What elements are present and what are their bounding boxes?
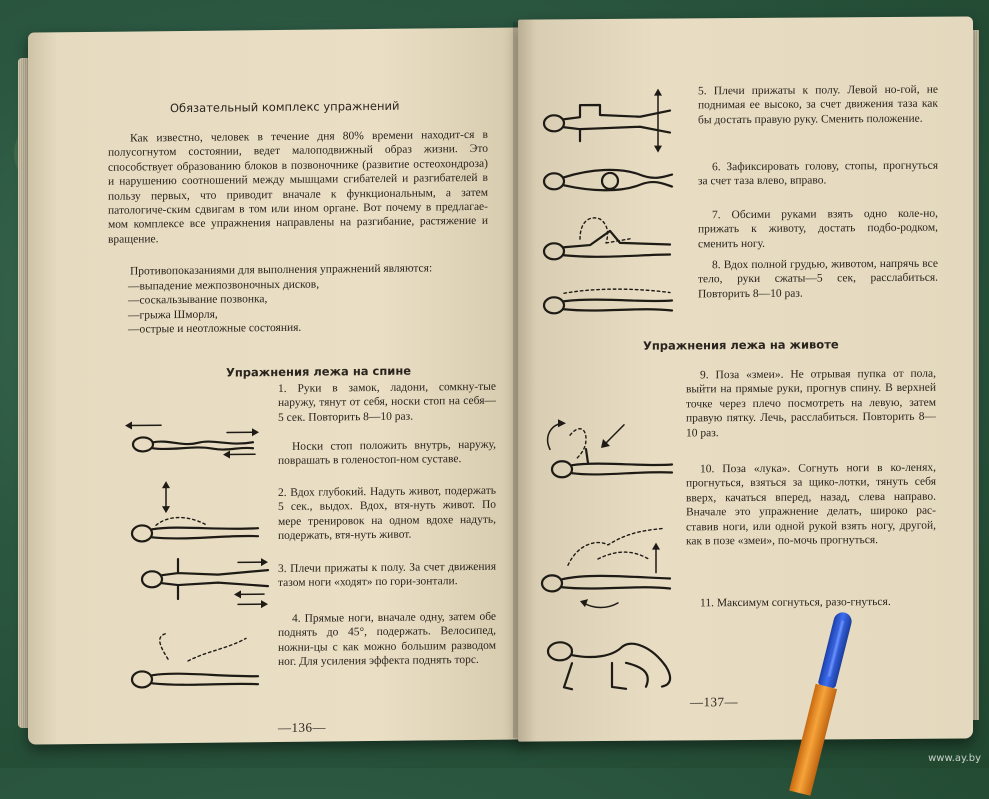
figure-exercise-9 [540,412,680,483]
figure-exercise-3 [138,552,278,613]
exercise-3: 3. Плечи прижаты к полу. За счет движения тазом ноги «ходят» по гори-зонтали. [278,560,496,591]
section-title-prone: Упражнения лежа на животе [643,337,839,352]
figure-exercise-11 [542,636,682,701]
figure-exercise-2 [128,478,268,549]
exercise-10: 10. Поза «лука». Согнуть ноги в ко-ленях, прогнуться, взяться за щико-лотки, тянуть себя вверх, качаться вперед, назад, слева направо. Вначале это упражнение делать, широко рас-ставив ноги, или одной рукой взять ногу, другой, как в позе «змеи», по-мочь прогнуться. [686,461,936,549]
exercise-6: 6. Зафиксировать голову, стопы, прогнуться за счет таза влево, вправо. [698,159,938,189]
figure-exercise-5 [540,86,680,157]
exercise-9: 9. Поза «змеи». Не отрывая пупка от пола, выйти на прямые руки, прогнув спину. В верхней точке через плечо посмотреть на левую, затем правую пятку. Лечь, расслабиться. Повторить 8—10 раз. [686,367,936,441]
figure-exercise-1 [123,418,263,459]
figure-exercise-8 [540,284,680,319]
figure-exercise-6 [540,158,680,199]
figure-exercise-10 [538,518,678,609]
exercise-1: 1. Руки в замок, ладони, сомкну-тые наружу, тянут от себя, носки стоп на себя—5 сек. Повторить 8—10 раз. [278,380,496,426]
watermark: www.ay.by [928,753,981,764]
exercise-5: 5. Плечи прижаты к полу. Левой но-гой, не поднимая ее высоко, за счет движения таза как бы достать правую руку. Сменить положение. [698,83,938,128]
exercise-1-note: Носки стоп положить внутрь, наружу, поврашать в голеностоп-ном суставе. [278,438,496,469]
exercise-11: 11. Максимум согнуться, разо-гнуться. [686,595,936,611]
page-137 [518,16,973,741]
list-item: —грыжа Шморля, [128,305,428,323]
list-item: —острые и неотложные состояния. [128,320,428,338]
exercise-4: 4. Прямые ноги, вначале одну, затем обе поднять до 45°, подержать. Велосипед, ножни-цы с как можно большим разводом ног. Для усиления эффекта поднять торс. [278,610,496,670]
section-title-supine: Упражнения лежа на спине [226,364,411,380]
page-number-137: —137— [690,694,738,710]
list-item: —соскальзывание позвонка, [128,291,428,309]
exercise-2: 2. Вдох глубокий. Надуть живот, подержать 5 сек., выдох. Вдох, втя-нуть живот. По мере тренировок на одном вдохе надуть, подержать, втя-нуть живот. [278,484,496,544]
figure-exercise-7 [540,208,680,269]
list-item: —выпадение межпозвоночных дисков, [128,276,428,294]
contraindications-heading: Противопоказаниями для выполнения упражнений являются: [130,261,490,279]
exercise-7: 7. Обсими руками взять одно коле-но, прижать к животу, достать подбо-родком, сменить ногу. [698,207,938,252]
page-136 [28,27,528,744]
figure-exercise-4 [128,630,268,695]
exercise-8: 8. Вдох полной грудью, животом, напрячь все тело, руки сжаты—5 сек, расслабиться. Повторить 8—10 раз. [698,257,938,302]
contraindications-list [128,276,428,337]
intro-paragraph: Как известно, человек в течение дня 80% времени находит-ся в полусогнутом состоянии, ведет малоподвижный образ жизни. Это способствует образованию блоков в позвоночнике (развитие остеохондроза) и нарушению соотношений между мышцами сгибателей и разгибателей в пользу первых, что приводит вначале к функциональным, а затем патологиче-ским сдвигам в том или ином органе. Вот почему в предлагае-мом комплексе все упражнения направлены на разгибание, растяжение и вращение. [108,128,488,247]
page-number-136: —136— [278,719,326,736]
page-title: Обязательный комплекс упражнений [170,99,399,115]
